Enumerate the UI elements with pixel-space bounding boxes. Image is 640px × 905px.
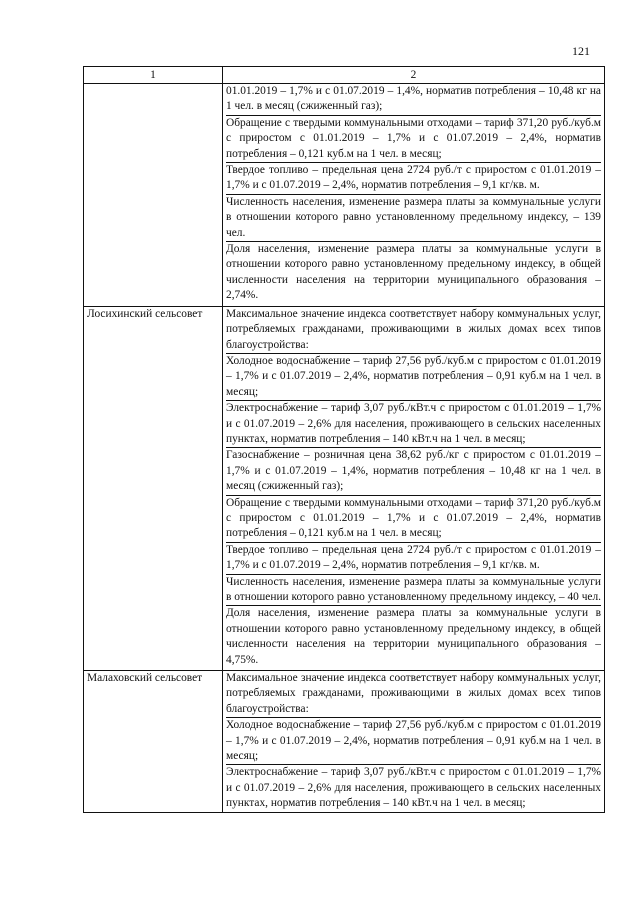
detail-item: Электроснабжение – тариф 3,07 руб./кВт.ч с приростом с 01.01.2019 – 1,7% и с 01.07.2019 – 2,6% для населения, проживающего в сельских населенных пунктах, норматив потребления – 140 кВт.ч на 1 чел. в месяц; [226,766,601,810]
detail-item: Численность населения, изменение размера платы за коммунальные услуги в отношении которого равно установленному предельному индексу, – 40 чел. [226,575,601,607]
table-row-losikhinsky [84,306,605,670]
detail-item: Твердое топливо – предельная цена 2724 руб./т с приростом с 01.01.2019 – 1,7% и с 01.07.2019 – 2,4%, норматив потребления – 9,1 кг/кв. м. [226,163,601,195]
detail-item: Доля населения, изменение размера платы за коммунальные услуги в отношении которого равно установленному предельному индексу, в общей численности населения на территории муниципального образования – 2,74%. [226,243,601,302]
detail-item: Газоснабжение – розничная цена 38,62 руб./кг с приростом с 01.01.2019 – 1,7% и с 01.07.2019 – 1,4%, норматив потребления – 10,48 кг на 1 чел. в месяц (сжиженный газ); [226,448,601,495]
column-header-1: 1 [84,67,223,84]
indicator-details-cell [223,84,605,307]
municipality-name: Лосихинский сельсовет [87,307,203,320]
table-row-malakhovsky [84,671,605,813]
municipality-name: Малаховский сельсовет [87,672,203,685]
detail-item: Обращение с твердыми коммунальными отходами – тариф 371,20 руб./куб.м с приростом с 01.01.2019 – 1,7% и с 01.07.2019 – 2,4%, норматив потребления – 0,121 куб.м на 1 чел. в месяц; [226,496,601,543]
municipality-name-cell [84,671,223,813]
detail-item: Обращение с твердыми коммунальными отходами – тариф 371,20 руб./куб.м с приростом с 01.01.2019 – 1,7% и с 01.07.2019 – 2,4%, норматив потребления – 0,121 куб.м на 1 чел. в месяц; [226,116,601,163]
detail-item: 01.01.2019 – 1,7% и с 01.07.2019 – 1,4%, норматив потребления – 10,48 кг на 1 чел. в месяц (сжиженный газ); [226,84,601,116]
indicator-details-cell [223,671,605,813]
detail-item: Численность населения, изменение размера платы за коммунальные услуги в отношении которого равно установленному предельному индексу, – 139 чел. [226,195,601,242]
indicator-details-cell [223,306,605,670]
detail-item: Доля населения, изменение размера платы за коммунальные услуги в отношении которого равно установленному предельному индексу, в общей численности населения на территории муниципального образования – 4,75%. [226,607,601,666]
detail-item: Холодное водоснабжение – тариф 27,56 руб./куб.м с приростом с 01.01.2019 – 1,7% и с 01.07.2019 – 2,4%, норматив потребления – 0,91 куб.м на 1 чел. в месяц; [226,354,601,401]
detail-item: Холодное водоснабжение – тариф 27,56 руб./куб.м с приростом с 01.01.2019 – 1,7% и с 01.07.2019 – 2,4%, норматив потребления – 0,91 куб.м на 1 чел. в месяц; [226,718,601,765]
detail-item: Электроснабжение – тариф 3,07 руб./кВт.ч с приростом с 01.01.2019 – 1,7% и с 01.07.2019 – 2,6% для населения, проживающего в сельских населенных пунктах, норматив потребления – 140 кВт.ч на 1 чел. в месяц; [226,401,601,448]
detail-item: Твердое топливо – предельная цена 2724 руб./т с приростом с 01.01.2019 – 1,7% и с 01.07.2019 – 2,4%, норматив потребления – 9,1 кг/кв. м. [226,543,601,575]
table-header-row [84,67,605,84]
municipality-name-cell [84,84,223,307]
page-number: 121 [572,44,590,58]
detail-item: Максимальное значение индекса соответствует набору коммунальных услуг, потребляемых гражданами, проживающими в жилых домах всех типов благоустройства: [226,671,601,718]
municipality-name-cell [84,306,223,670]
table-row-continuation [84,84,605,307]
detail-item: Максимальное значение индекса соответствует набору коммунальных услуг, потребляемых гражданами, проживающими в жилых домах всех типов благоустройства: [226,307,601,354]
column-header-2: 2 [223,67,605,84]
indicators-table [83,66,605,813]
